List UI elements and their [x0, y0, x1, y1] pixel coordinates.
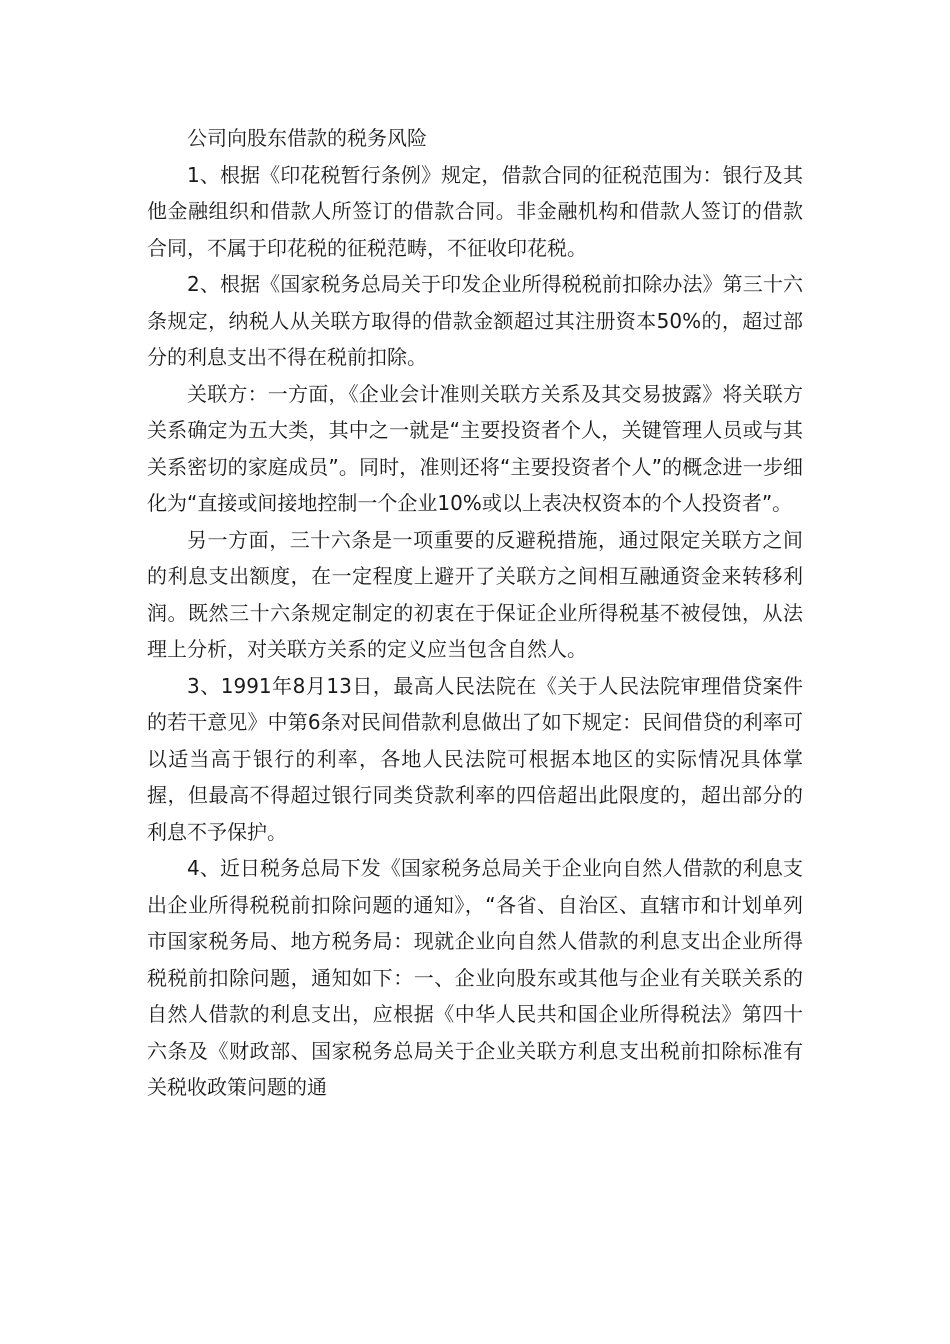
document-body [147, 120, 803, 1106]
paragraph-article-36: 2、根据《国家税务总局关于印发企业所得税税前扣除办法》第三十六条规定，纳税人从关联方取得的借款金额超过其注册资本50%的，超过部分的利息支出不得在税前扣除。 [147, 272, 803, 369]
paragraph-stamp-tax: 1、根据《印花税暂行条例》规定，借款合同的征税范围为：银行及其他金融组织和借款人所签订的借款合同。非金融机构和借款人签订的借款合同，不属于印花税的征税范畴，不征收印花税。 [147, 162, 803, 260]
paragraph-related-party: 关联方：一方面，《企业会计准则关联方关系及其交易披露》将关联方关系确定为五大类，其中之一就是“主要投资者个人，关键管理人员或与其关系密切的家庭成员”。同时，准则还将“主要投资者个人”的概念进一步细化为“直接或间接地控制一个企业10%或以上表决权资本的个人投资者”。 [147, 381, 803, 515]
paragraph-tax-notice: 4、近日税务总局下发《国家税务总局关于企业向自然人借款的利息支出企业所得税税前扣除问题的通知》，“各省、自治区、直辖市和计划单列市国家税务局、地方税务局：现就企业向自然人借款的利息支出企业所得税税前扣除问题，通知如下：一、企业向股东或其他与企业有关联关系的自然人借款的利息支出，应根据《中华人民共和国企业所得税法》第四十六条及《财政部、国家税务总局关于企业关联方利息支出税前扣除标准有关税收政策问题的通 [147, 856, 803, 1099]
paragraph-anti-avoidance: 另一方面，三十六条是一项重要的反避税措施，通过限定关联方之间的利息支出额度，在一定程度上避开了关联方之间相互融通资金来转移利润。既然三十六条规定制定的初衷在于保证企业所得税基不被侵蚀，从法理上分析，对关联方关系的定义应当包含自然人。 [147, 527, 803, 661]
paragraph-court-opinion: 3、1991年8月13日，最高人民法院在《关于人民法院审理借贷案件的若干意见》中第6条对民间借款利息做出了如下规定：民间借贷的利率可以适当高于银行的利率，各地人民法院可根据本地区的实际情况具体掌握，但最高不得超过银行同类贷款利率的四倍超出此限度的，超出部分的利息不予保护。 [147, 673, 803, 844]
document-title: 公司向股东借款的税务风险 [187, 126, 427, 150]
